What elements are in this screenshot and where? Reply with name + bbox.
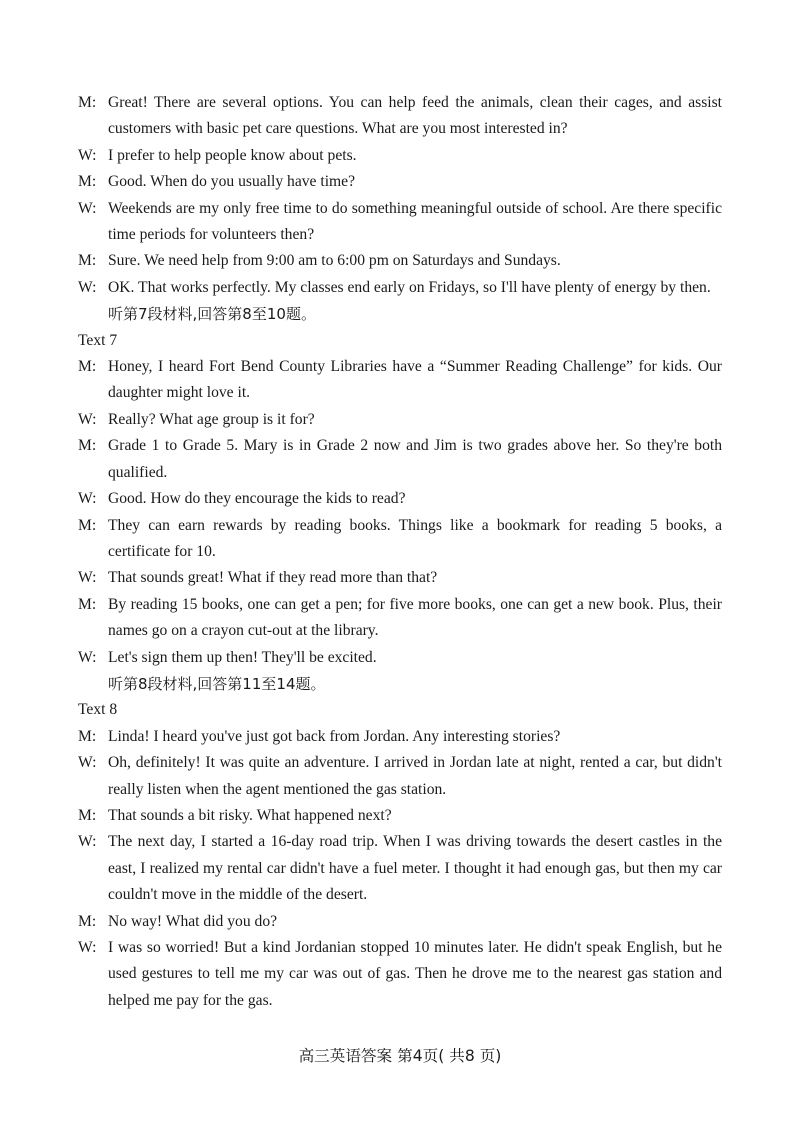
dialogue-line: [78, 565, 722, 591]
dialogue-text: Linda! I heard you've just got back from Jordan. Any interesting stories?: [108, 727, 561, 745]
dialogue-line: [78, 354, 722, 407]
dialogue-line: [78, 407, 722, 433]
speaker-label: M:: [78, 173, 97, 191]
speaker-label: M:: [78, 727, 97, 745]
speaker-label: W:: [78, 754, 97, 772]
dialogue-text: Good. When do you usually have time?: [108, 173, 355, 191]
dialogue-line: [78, 592, 722, 645]
dialogue-line: [78, 645, 722, 671]
dialogue-line: [78, 750, 722, 803]
dialogue-text: Great! There are several options. You can help feed the animals, clean their cages, and assist customers with basic pet care questions. What are you most interested in?: [108, 94, 722, 138]
dialogue-text: Grade 1 to Grade 5. Mary is in Grade 2 now and Jim is two grades above her. So they're both qualified.: [108, 437, 722, 481]
dialogue-text: Let's sign them up then! They'll be excited.: [108, 648, 377, 666]
text-heading: Text 7: [78, 331, 118, 349]
dialogue-line: [78, 724, 722, 750]
speaker-label: W:: [78, 569, 97, 587]
speaker-label: M:: [78, 437, 97, 455]
dialogue-text: Really? What age group is it for?: [108, 410, 315, 428]
speaker-label: M:: [78, 94, 97, 111]
dialogue-text: Honey, I heard Fort Bend County Libraries have a “Summer Reading Challenge” for kids. Our daughter might love it.: [108, 358, 722, 402]
speaker-label: W:: [78, 939, 97, 956]
speaker-label: W:: [78, 648, 97, 666]
dialogue-text: That sounds great! What if they read more than that?: [108, 569, 438, 587]
speaker-label: W:: [78, 278, 97, 296]
dialogue-line: [78, 275, 722, 301]
dialogue-line: [78, 196, 722, 249]
dialogue-line: [78, 909, 722, 935]
dialogue-text: I prefer to help people know about pets.: [108, 146, 357, 164]
dialogue-line: [78, 486, 722, 512]
dialogue-text: I was so worried! But a kind Jordanian stopped 10 minutes later. He didn't speak English, but he used gestures to tell me my car was out of gas. Then he drove me to the nearest gas station and helped me pay for the gas.: [108, 939, 722, 1009]
dialogue-line: [78, 829, 722, 908]
dialogue-text: The next day, I started a 16-day road trip. When I was driving towards the desert castles in the east, I realized my rental car didn't have a fuel meter. I thought it had enough gas, but then my car couldn't move in the middle of the desert.: [108, 833, 722, 904]
speaker-label: W:: [78, 410, 97, 428]
dialogue-line: [78, 143, 722, 169]
dialogue-text: No way! What did you do?: [108, 912, 278, 930]
page-footer: 高三英语答案 第4页( 共8 页): [298, 1047, 502, 1065]
dialogue-text: By reading 15 books, one can get a pen; for five more books, one can get a new book. Plus, their names go on a crayon cut-out at the library.: [108, 595, 722, 640]
dialogue-text: OK. That works perfectly. My classes end early on Fridays, so I'll have plenty of energy by then.: [108, 278, 711, 296]
speaker-label: M:: [78, 912, 97, 930]
listening-instruction: 听第8段材料,回答第11至14题。: [108, 674, 326, 693]
speaker-label: W:: [78, 199, 97, 217]
dialogue-text: Sure. We need help from 9:00 am to 6:00 pm on Saturdays and Sundays.: [108, 252, 561, 270]
dialogue-text: Weekends are my only free time to do something meaningful outside of school. Are there specific time periods for volunteers then?: [108, 199, 722, 244]
text-heading: Text 8: [78, 701, 118, 719]
dialogue-text: Oh, definitely! It was quite an adventure. I arrived in Jordan late at night, rented a car, but didn't really listen when the agent mentioned the gas station.: [108, 754, 722, 798]
speaker-label: W:: [78, 833, 97, 851]
dialogue-line: [78, 433, 722, 486]
speaker-label: W:: [78, 490, 97, 508]
dialogue-text: They can earn rewards by reading books. Things like a bookmark for reading 5 books, a certificate for 10.: [108, 516, 722, 560]
speaker-label: M:: [78, 806, 97, 824]
dialogue-line: [78, 513, 722, 566]
dialogue-text: Good. How do they encourage the kids to read?: [108, 490, 406, 508]
dialogue-line: [78, 935, 722, 1014]
dialogue-line: [78, 90, 722, 143]
speaker-label: W:: [78, 146, 97, 164]
transcript-body: [78, 90, 722, 1014]
speaker-label: M:: [78, 595, 97, 613]
dialogue-line: [78, 803, 722, 829]
dialogue-line: [78, 169, 722, 195]
dialogue-text: That sounds a bit risky. What happened next?: [108, 806, 392, 824]
speaker-label: M:: [78, 516, 97, 534]
speaker-label: M:: [78, 358, 97, 376]
listening-instruction: 听第7段材料,回答第8至10题。: [108, 305, 316, 324]
speaker-label: M:: [78, 252, 97, 270]
dialogue-line: [78, 248, 722, 274]
